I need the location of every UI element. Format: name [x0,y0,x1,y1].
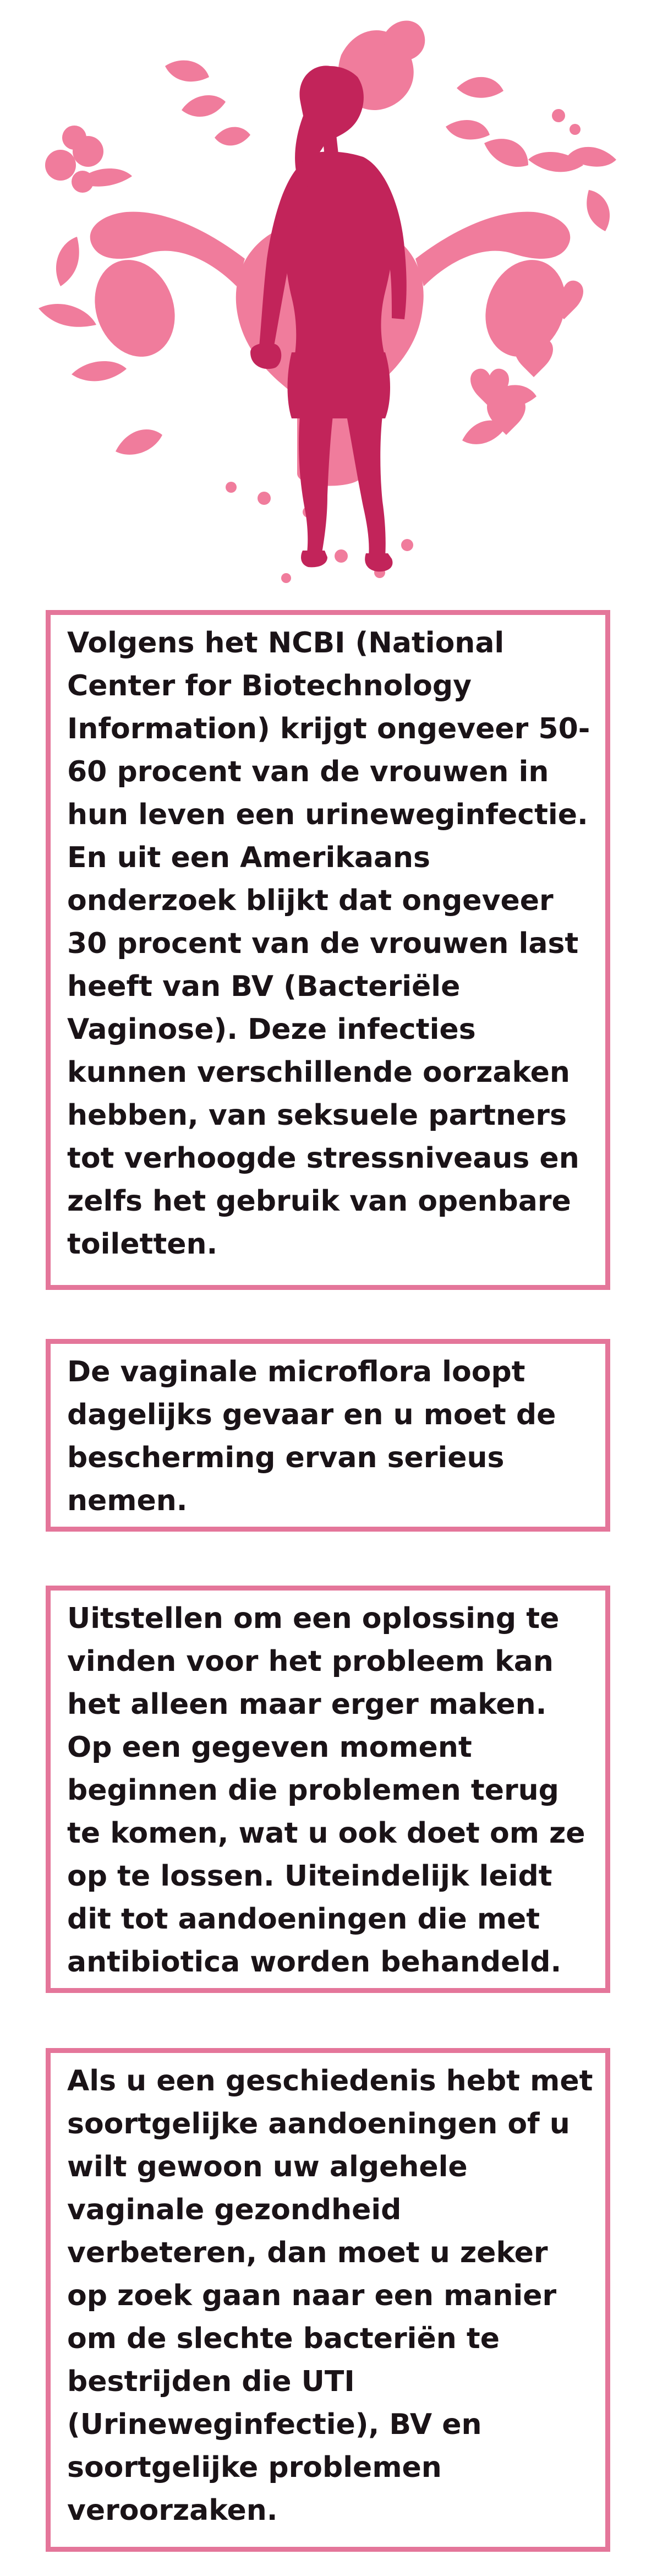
info-card-history [46,2048,610,2552]
card-text: Als u een geschiedenis hebt met soortgelijke aandoeningen of u wilt gewoon uw algehele vaginale gezondheid verbeteren, dan moet u zeker op zoek gaan naar een manier om de slechte bacteriën te bestrijden die UTI (Urineweginfectie), BV en soortgelijke problemen veroorzaken. [67,2065,593,2527]
info-card-microflora [46,1339,610,1532]
card-text: Uitstellen om een oplossing te vinden voor het probleem kan het alleen maar erger maken. Op een gegeven moment beginnen die problemen terug te komen, wat u ook doet om ze op te lossen. Uiteindelijk leidt dit tot aandoeningen die met antibiotica worden behandeld. [67,1602,585,1979]
hero-illustration [0,0,657,595]
info-card-statistics [46,610,610,1290]
card-text: De vaginale microflora loopt dagelijks gevaar en u moet de bescherming ervan serieus nemen. [67,1355,556,1517]
info-card-delay [46,1586,610,1993]
woman-uterus-flowers-icon [0,0,657,595]
card-text: Volgens het NCBI (National Center for Biotechnology Information) krijgt ongeveer 50-60 procent van de vrouwen in hun leven een urineweginfectie. En uit een Amerikaans onderzoek blijkt dat ongeveer 30 procent van de vrouwen last heeft van BV (Bacteriële Vaginose). Deze infecties kunnen verschillende oorzaken hebben, van seksuele partners tot verhoogde stressniveaus en zelfs het gebruik van openbare toiletten. [67,627,590,1261]
